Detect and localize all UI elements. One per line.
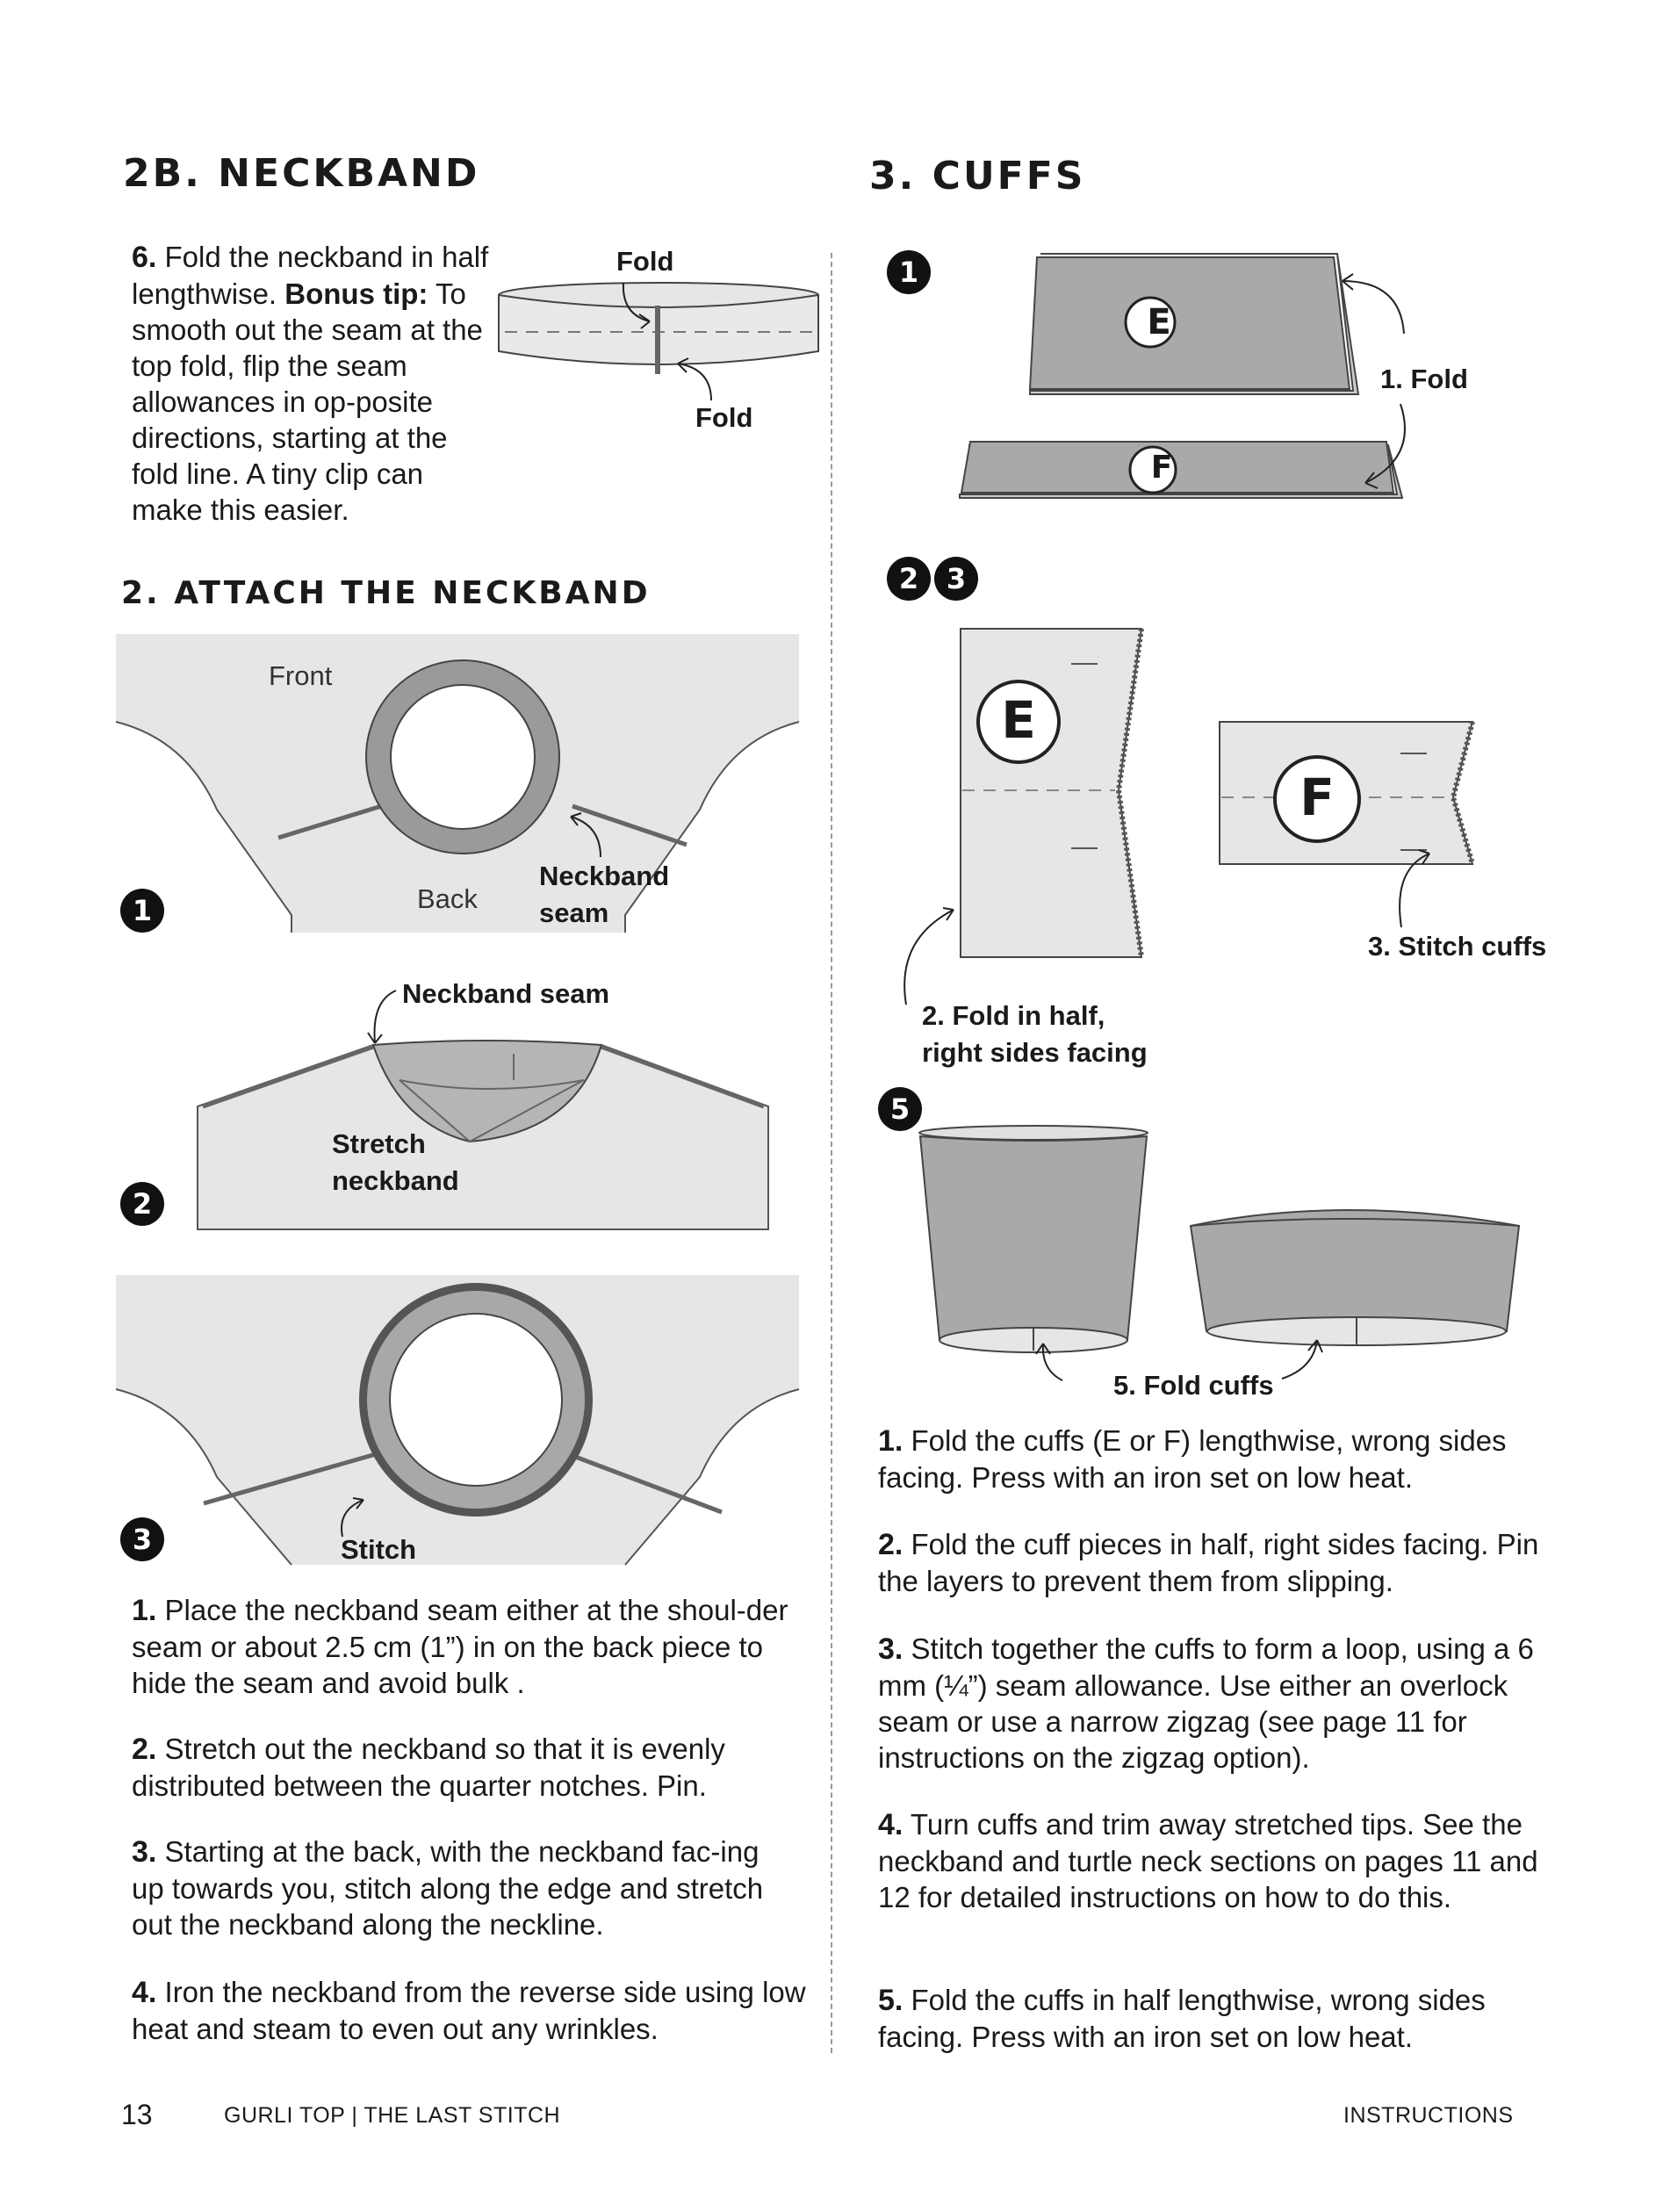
cuffs-step-4: 4. Turn cuffs and trim away stretched tips. See the neckband and turtle neck sections on pages 11 and 12 for detailed instructions on how to do this. xyxy=(878,1808,1538,1913)
arrow-icon xyxy=(615,279,667,332)
neckband-step-4: 4. Iron the neckband from the reverse side using low heat and steam to even out any wrinkles. xyxy=(132,1976,806,2045)
cuffs-step-2: 2. Fold the cuff pieces in half, right sides facing. Pin the layers to prevent them from slipping. xyxy=(878,1528,1539,1597)
step-6-text: 6. Fold the neckband in half lengthwise. Bonus tip: To smooth out the seam at the top fold, flip the seam allowances in op-posite directions, starting at the fold line. A tiny clip can make this easier. xyxy=(132,241,489,526)
cuff-loops-folded xyxy=(913,1124,1528,1370)
cuffs-step-1: 1. Fold the cuffs (E or F) lengthwise, wrong sides facing. Press with an iron set on low heat. xyxy=(878,1424,1507,1494)
arrow-icon xyxy=(364,985,408,1056)
page-number: 13 xyxy=(121,2099,153,2130)
step-badge-2: 2 xyxy=(120,1182,164,1226)
neckband-seam-label: Neckband seam xyxy=(539,861,670,928)
piece-f-label-1: F xyxy=(1150,450,1173,486)
cuff-e-folded xyxy=(957,623,1168,966)
cuff-badge-5: 5 xyxy=(878,1087,922,1131)
neckband-step-3: 3. Starting at the back, with the neckband fac-ing up towards you, stitch along the edge and stretch out the neckband along the neckline. xyxy=(132,1835,764,1941)
doc-title: GURLI TOP | THE LAST STITCH xyxy=(224,2103,561,2128)
arrow-icon xyxy=(562,808,615,861)
arrow-icon xyxy=(667,351,729,404)
neckline-figure-3 xyxy=(116,1275,799,1565)
neckband-step-1: 1. Place the neckband seam either at the shoul-der seam or about 2.5 cm (1”) in on the back piece to hide the seam and avoid bulk . xyxy=(132,1594,788,1699)
step-number: 6. xyxy=(132,241,157,274)
bonus-tip-label: Bonus tip: xyxy=(284,277,428,310)
piece-f-label-2: F xyxy=(1299,767,1335,827)
cuff-badge-3: 3 xyxy=(934,557,978,601)
neckline-figure-2 xyxy=(198,1019,768,1229)
arrow-icon xyxy=(1387,843,1449,931)
step-badge-3: 3 xyxy=(120,1517,164,1561)
cuffs-step-3: 3. Stitch together the cuffs to form a loop, using a 6 mm (¼”) seam allowance. Use either an overlock seam or use a narrow zigzag (see page 11 for instructions on the zigzag option). xyxy=(878,1632,1534,1774)
fold-label-bottom: Fold xyxy=(695,402,753,433)
footer-section: INSTRUCTIONS xyxy=(1343,2103,1514,2128)
fold-in-half-label: 2. Fold in half, right sides facing xyxy=(922,1000,1148,1068)
neckband-step-2: 2. Stretch out the neckband so that it is evenly distributed between the quarter notches. Pin. xyxy=(132,1733,725,1802)
cuffs-step-5: 5. Fold the cuffs in half lengthwise, wrong sides facing. Press with an iron set on low heat. xyxy=(878,1984,1486,2053)
section-title-neckband: 2B. NECKBAND xyxy=(123,151,480,196)
fold-label-cuffs: 1. Fold xyxy=(1380,364,1468,394)
step-badge-1: 1 xyxy=(120,889,164,933)
stretch-neckband-label: Stretch neckband xyxy=(332,1128,459,1196)
cuff-badge-1: 1 xyxy=(887,250,931,294)
back-label: Back xyxy=(417,883,478,914)
fold-label-top: Fold xyxy=(616,246,674,277)
front-label: Front xyxy=(269,660,333,691)
fold-cuffs-label: 5. Fold cuffs xyxy=(1113,1370,1274,1401)
piece-e-label-2: E xyxy=(1001,690,1036,750)
stitch-cuffs-label: 3. Stitch cuffs xyxy=(1368,931,1547,962)
section-title-cuffs: 3. CUFFS xyxy=(869,154,1086,198)
piece-e-label-1: E xyxy=(1147,302,1171,342)
attach-neckband-title: 2. ATTACH THE NECKBAND xyxy=(121,575,651,611)
arrow-icon xyxy=(896,904,966,1010)
neckband-seam-label-2: Neckband seam xyxy=(402,978,610,1009)
cuff-badge-2: 2 xyxy=(887,557,931,601)
column-divider xyxy=(831,253,832,2053)
stitch-label: Stitch xyxy=(341,1534,417,1565)
